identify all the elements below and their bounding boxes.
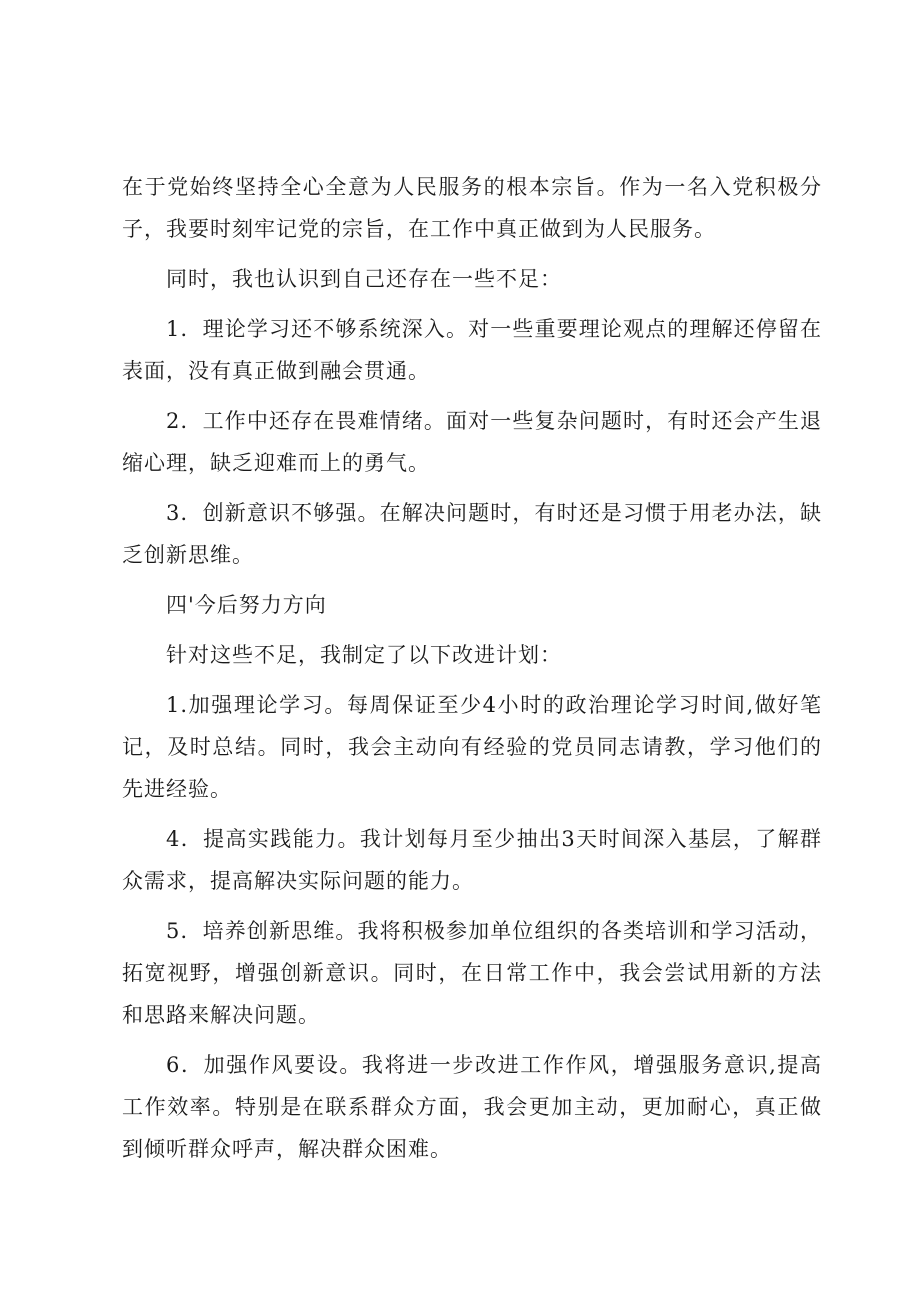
paragraph-plan-6: 6．加强作风要设。我将进一步改进工作作风，增强服务意识,提高工作效率。特别是在联系群众方面，我会更加主动，更加耐心，真正做到倾听群众呼声，解决群众困难。 bbox=[122, 1053, 822, 1161]
document-body bbox=[122, 166, 822, 1178]
section-heading-future-direction: 四'今后努力方向 bbox=[166, 593, 327, 617]
paragraph-shortcoming-3: 3．创新意识不够强。在解决问题时，有时还是习惯于用老办法，缺乏创新思维。 bbox=[122, 501, 822, 567]
paragraph-continuation: 在于党始终坚持全心全意为人民服务的根本宗旨。作为一名入党积极分子，我要时刻牢记党的宗旨，在工作中真正做到为人民服务。 bbox=[122, 175, 822, 241]
paragraph-plan-intro: 针对这些不足，我制定了以下改进计划： bbox=[166, 643, 562, 667]
paragraph-plan-4: 4．提高实践能力。我计划每月至少抽出3天时间深入基层，了解群众需求，提高解决实际问题的能力。 bbox=[122, 827, 822, 893]
paragraph-plan-5: 5．培养创新思维。我将积极参加单位组织的各类培训和学习活动，拓宽视野，增强创新意识。同时，在日常工作中，我会尝试用新的方法和思路来解决问题。 bbox=[122, 919, 822, 1027]
paragraph-plan-1: 1.加强理论学习。每周保证至少4小时的政治理论学习时间,做好笔记，及时总结。同时，我会主动向有经验的党员同志请教，学习他们的先进经验。 bbox=[122, 693, 822, 801]
paragraph-shortcomings-intro: 同时，我也认识到自己还存在一些不足： bbox=[166, 267, 562, 291]
paragraph-shortcoming-2: 2．工作中还存在畏难情绪。面对一些复杂问题时，有时还会产生退缩心理，缺乏迎难而上的勇气。 bbox=[122, 409, 822, 475]
paragraph-shortcoming-1: 1．理论学习还不够系统深入。对一些重要理论观点的理解还停留在表面，没有真正做到融会贯通。 bbox=[122, 317, 822, 383]
